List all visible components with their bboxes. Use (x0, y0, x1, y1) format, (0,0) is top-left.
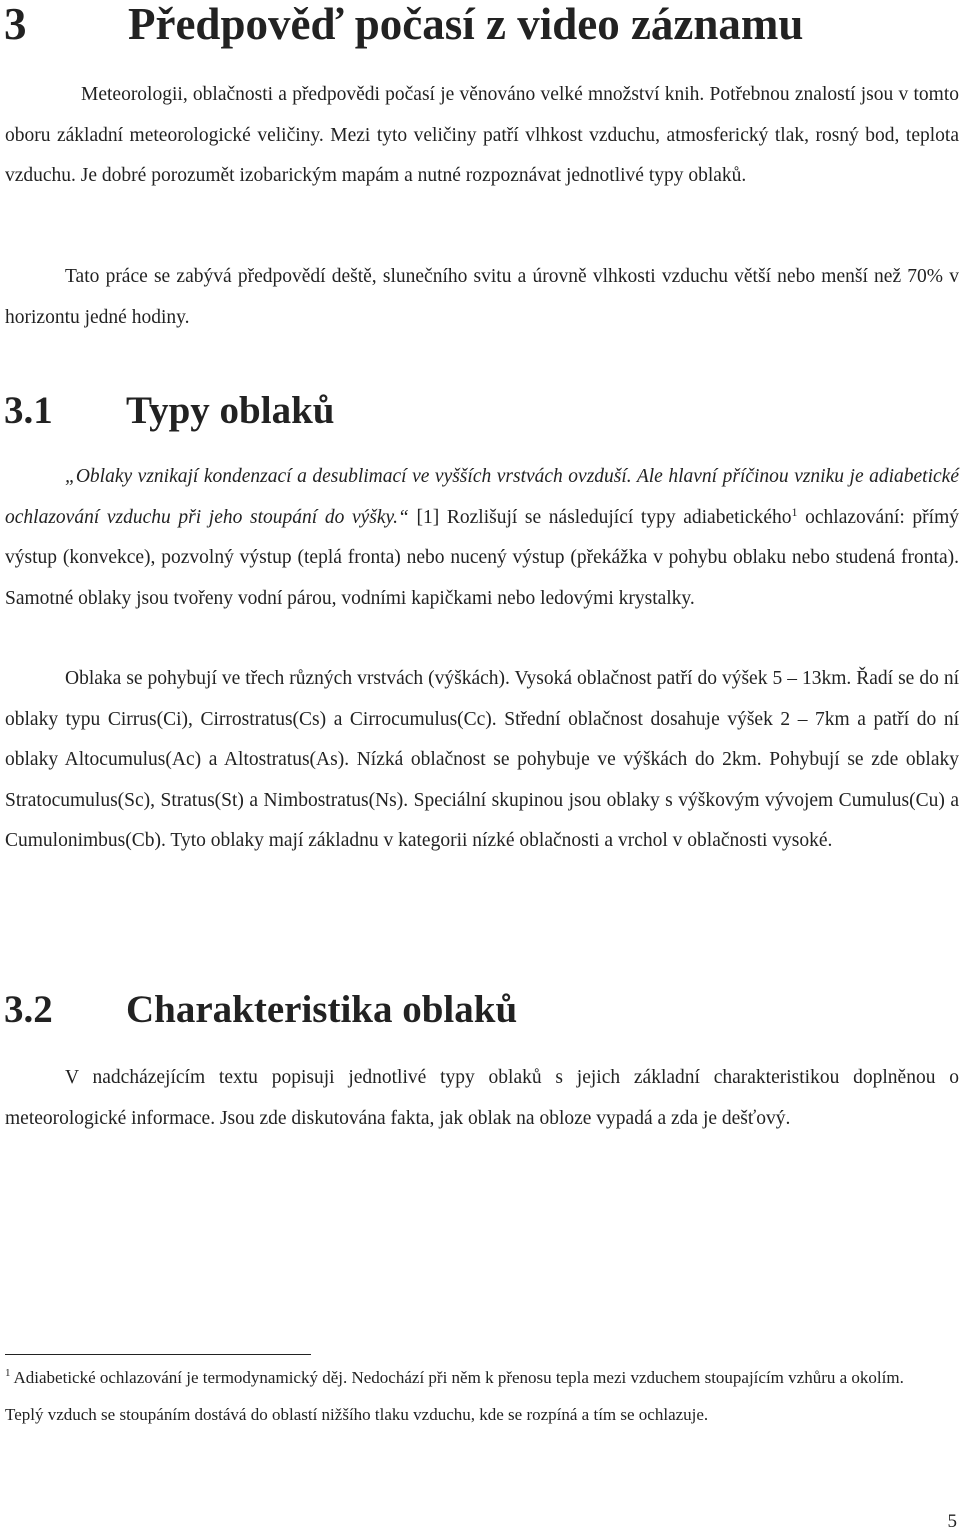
intro-paragraph-2: Tato práce se zabývá předpovědí deště, slunečního svitu a úrovně vlhkosti vzduchu větší nebo menší než 70% v horizontu jedné hodiny. (5, 266, 959, 328)
chapter-title: Předpověď počasí z video záznamu (128, 0, 804, 49)
page-number: 5 (947, 1511, 957, 1532)
footnote (5, 1359, 905, 1433)
chapter-number: 3 (4, 0, 27, 49)
cloud-types-paragraph-2: Oblaka se pohybují ve třech různých vrstvách (výškách). Vysoká oblačnost patří do výšek 5 – 13km. Řadí se do ní oblaky typu Cirrus(Ci), Cirrostratus(Cs) a Cirrocumulus(Cc). Střední oblačnost dosahuje výšek 2 – 7km a patří do ní oblaky Altocumulus(Ac) a Altostratus(As). Nízká oblačnost se pohybuje ve výškách do 2km. Pohybují se zde oblaky Stratocumulus(Sc), Stratus(St) a Nimbostratus(Ns). Speciální skupinou jsou oblaky s výškovým vývojem Cumulus(Cu) a Cumulonimbus(Cb). Tyto oblaky mají základnu v kategorii nízké oblačnosti a vrchol v oblačnosti vysoké. (5, 668, 959, 851)
section-title: Charakteristika oblaků (126, 988, 518, 1031)
section-number: 3.2 (4, 988, 53, 1031)
section-heading-types (4, 388, 334, 434)
footnote-text: Adiabetické ochlazování je termodynamický děj. Nedochází při něm k přenosu tepla mezi vzduchem stoupajícím vzhůru a okolím. Teplý vzduch se stoupáním dostává do oblastí nižšího tlaku vzduchu, kde se rozpíná a tím se ochlazuje. (5, 1368, 904, 1424)
footnote-separator (5, 1354, 311, 1355)
cloud-types-paragraph-1 (5, 457, 959, 619)
section-title: Typy oblaků (126, 389, 335, 432)
footnote-reference: 1 (791, 504, 798, 519)
chapter-heading (4, 0, 803, 50)
section-heading-characteristics (4, 987, 517, 1033)
citation-quote: „Oblaky vznikají kondenzací a desublimací ve vyšších vrstvách ovzduší. Ale hlavní příčinou vzniku je adiabetické ochlazování vzduchu při jeho stoupání do výšky.“ (5, 466, 959, 528)
paragraph-text: ochlazování: přímý výstup (konvekce), pozvolný výstup (teplá fronta) nebo nucený výstup (překážka v pohybu oblaku nebo studená fronta). Samotné oblaky jsou tvořeny vodní párou, vodními kapičkami nebo ledovými krystalky. (5, 506, 959, 609)
section-number: 3.1 (4, 389, 53, 432)
footnote-marker: 1 (5, 1367, 11, 1379)
intro-paragraph-1: Meteorologii, oblačnosti a předpovědi počasí je věnováno velké množství knih. Potřebnou znalostí jsou v tomto oboru základní meteorologické veličiny. Mezi tyto veličiny patří vlhkost vzduchu, atmosferický tlak, rosný bod, teplota vzduchu. Je dobré porozumět izobarickým mapám a nutné rozpoznávat jednotlivé typy oblaků. (5, 84, 959, 186)
characteristics-paragraph: V nadcházejícím textu popisuji jednotlivé typy oblaků s jejich základní charakteristikou doplněnou o meteorologické informace. Jsou zde diskutována fakta, jak oblak na obloze vypadá a zda je dešťový. (5, 1067, 959, 1129)
paragraph-text: [1] Rozlišují se následující typy adiabetického (408, 506, 792, 528)
